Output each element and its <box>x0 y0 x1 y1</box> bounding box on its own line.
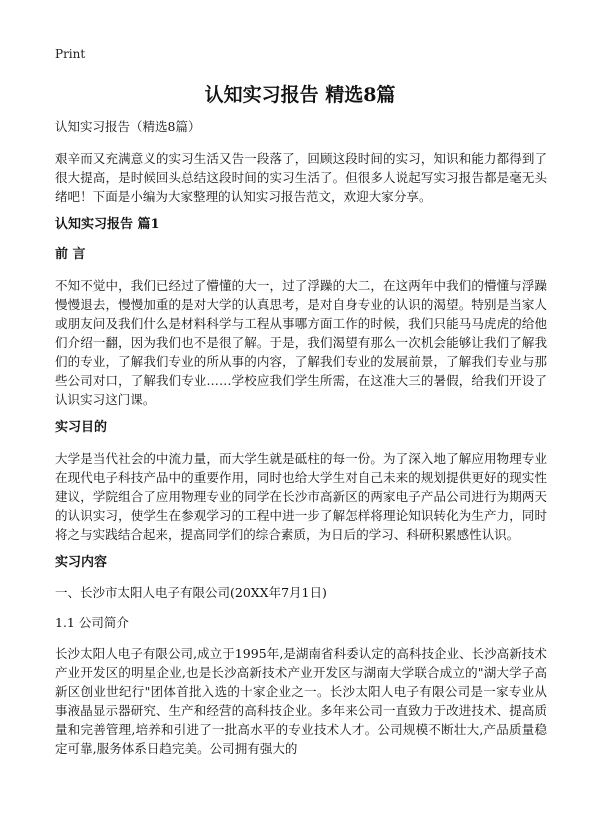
company-intro-heading: 1.1 公司简介 <box>55 615 129 630</box>
preface-paragraph: 不知不觉中，我们已经过了懵懂的大一，过了浮躁的大二，在这两年中我们的懵懂与浮躁慢慢退去，慢慢加重的是对大学的认真思考，是对自身专业的认识的渴望。特别是当家人或朋友问及我们什么是材料科学与工程从事哪方面工作的时候，我们只能马马虎虎的给他们介绍一翻，因为我们也不是很了解。于是，我们渴望有那么一次机会能够让我们了解我们的专业，了解我们专业的所从事的内容，了解我们专业的发展前景，了解我们专业与那些公司对口，了解我们专业……学校应我们学生所需，在这准大三的暑假，给我们开设了认识实习这门课。 <box>55 278 547 407</box>
purpose-paragraph: 大学是当代社会的中流力量，而大学生就是砥柱的每一份。为了深入地了解应用物理专业在现代电子科技产品中的重要作用，同时也给大学生对自己未来的规划提供更好的现实性建议，学院组合了应用物理专业的同学在长沙市高新区的两家电子产品公司进行为期两天的认识实习，使学生在参观学习的工程中进一步了解怎样将理论知识转化为生产力，同时将之与实践结合起来，提高同学们的综合素质，为日后的学习、科研积累感性认识。 <box>55 451 547 542</box>
purpose-heading: 实习目的 <box>55 420 108 435</box>
document-body <box>55 118 547 768</box>
company-heading: 一、长沙市太阳人电子有限公司(20XX年7月1日) <box>55 585 327 600</box>
company-paragraph: 长沙太阳人电子有限公司,成立于1995年,是湖南省科委认定的高科技企业、长沙高新技术产业开发区的明星企业,也是长沙高新技术产业开发区与湖南大学联合成立的"湖大学子高新区创业世纪行"团体首批入选的十家企业之一。长沙太阳人电子有限公司是一家专业从事液晶显示器研究、生产和经营的高科技企业。多年来公司一直致力于改进技术、提高质量和完善管理,培养和引进了一批高水平的专业技术人才。公司规模不断壮大,产品质量稳定可靠,服务体系日趋完美。公司拥有强大的 <box>55 646 547 756</box>
preface-heading: 前 言 <box>55 247 86 262</box>
section-heading-1: 认知实习报告 篇1 <box>55 217 160 232</box>
document-subtitle: 认知实习报告（精选8篇） <box>55 119 201 134</box>
intro-paragraph: 艰辛而又充满意义的实习生活又告一段落了，回顾这段时间的实习，知识和能力都得到了很大提高，是时候回头总结这段时间的实习生活了。但很多人说起写实习报告都是毫无头绪吧！下面是小编为大家整理的认知实习报告范文，欢迎大家分享。 <box>55 151 547 204</box>
content-heading: 实习内容 <box>55 555 108 570</box>
print-label[interactable]: Print <box>55 47 86 61</box>
document-title: 认知实习报告 精选8篇 <box>204 84 396 106</box>
